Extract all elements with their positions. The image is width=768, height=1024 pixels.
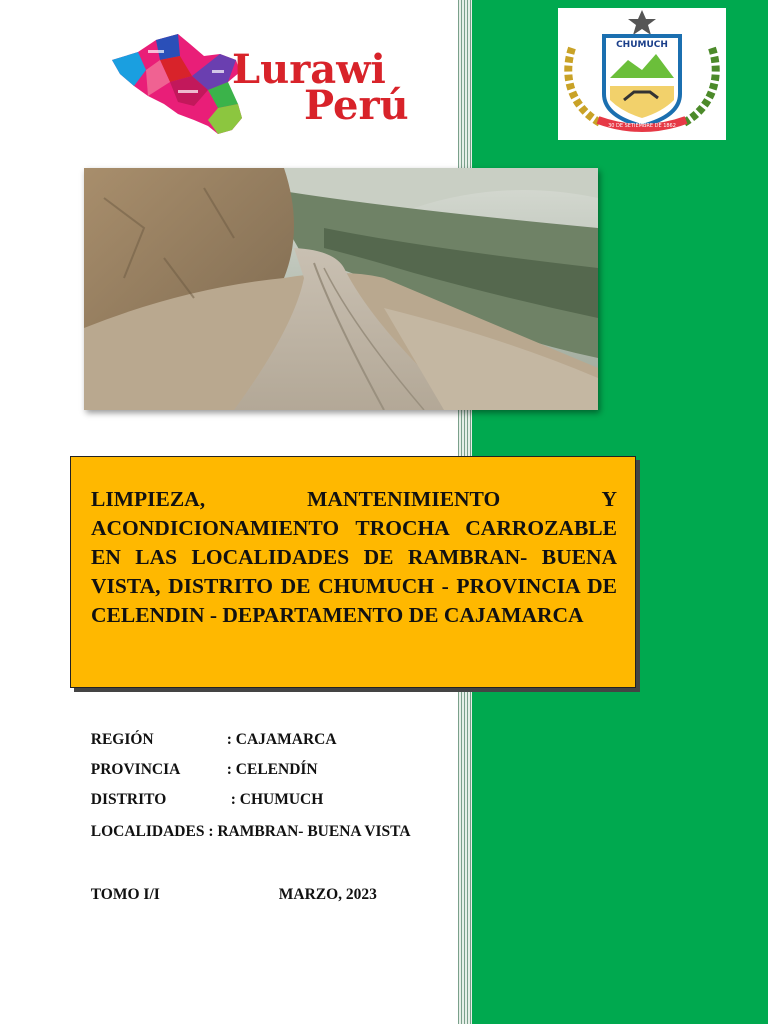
info-value-localities: : RAMBRAN- BUENA VISTA [208,823,411,840]
date-label: MARZO, 2023 [278,886,377,903]
mountain-road-image [84,168,598,410]
chumuch-crest [558,8,726,140]
crest-banner: CHUMUCH [616,40,668,50]
lurawi-peru-logo [108,30,448,145]
brand-line-2: Perú [304,82,409,129]
info-value-region: : CAJAMARCA [226,731,337,748]
info-label-localities: LOCALIDADES [90,823,205,840]
info-row-district [83,773,323,809]
volume-label: TOMO I/I [90,886,160,903]
info-value-province: : CELENDÍN [226,761,318,778]
info-label-region: REGIÓN [90,731,154,748]
footer-row [83,868,377,904]
info-row-localities [83,805,411,841]
info-label-district: DISTRITO [90,791,167,808]
project-title: LIMPIEZA, MANTENIMIENTO Y ACONDICIONAMIENTO TROCHA CARROZABLE EN LAS LOCALIDADES DE RAMBRAN- BUENA VISTA, DISTRITO DE CHUMUCH - PROVINCIA DE CELENDIN - DEPARTAMENTO DE CAJAMARCA [91,487,617,627]
info-value-district: : CHUMUCH [230,791,324,808]
crest-icon [558,8,726,140]
crest-motto: 30 DE SETIEMBRE DE 1862 [608,123,676,129]
info-label-province: PROVINCIA [90,761,181,778]
brand-line-1: Lurawi [232,46,386,93]
road-photo [84,168,598,410]
project-title-box [70,456,636,688]
